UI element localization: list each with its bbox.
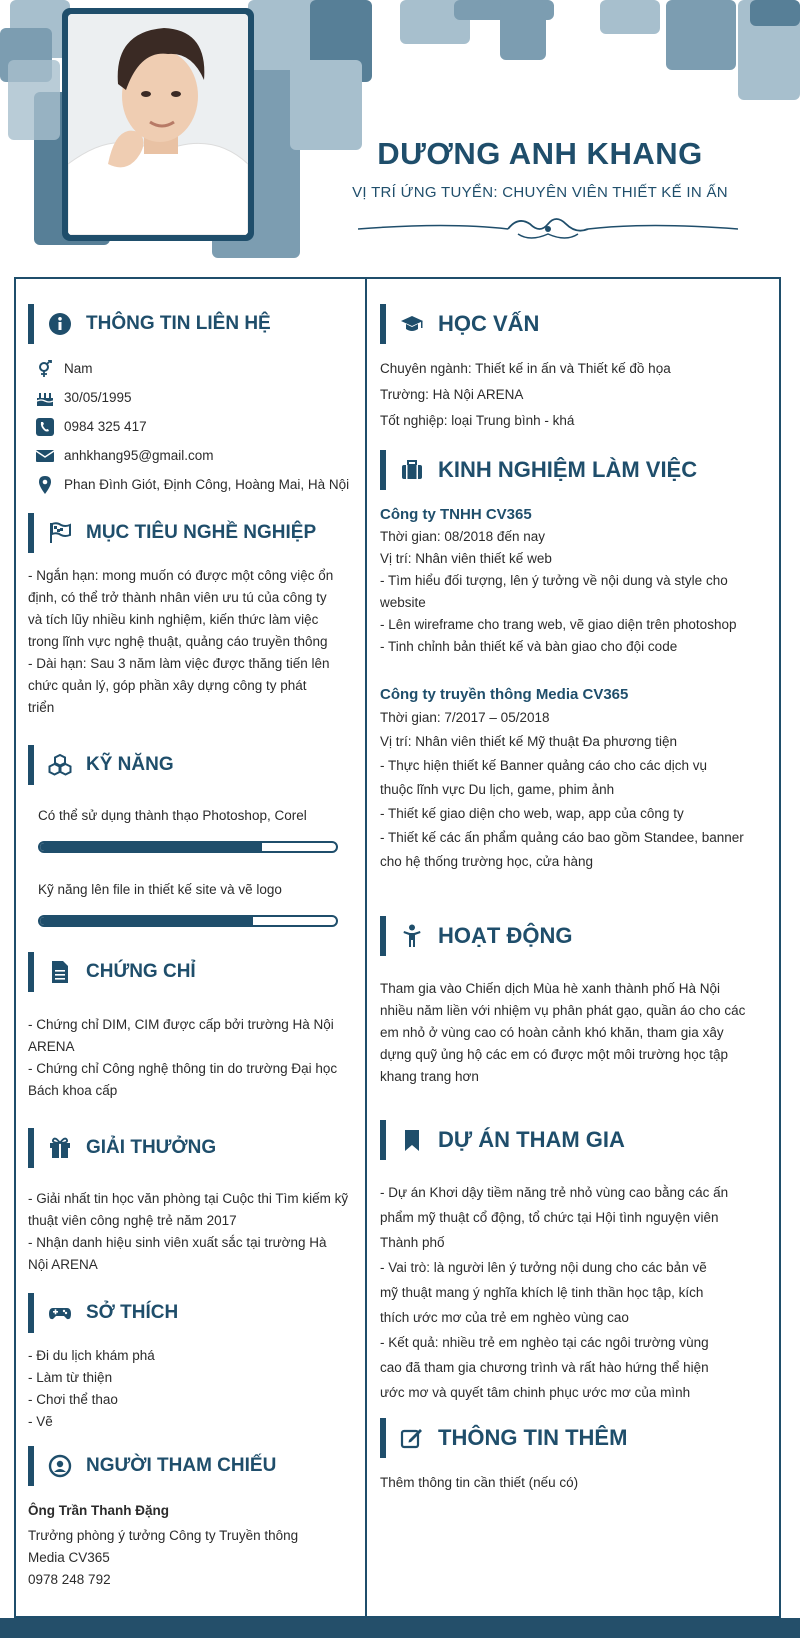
section-certificates <box>28 952 358 1102</box>
project-line: Thành phố <box>380 1235 445 1250</box>
job-line: - Thiết kế các ấn phẩm quảng cáo bao gồm Standee, banner <box>380 830 744 845</box>
project-line: thích ước mơ của trẻ em nghèo vùng cao <box>380 1310 629 1325</box>
briefcase-icon <box>400 458 424 482</box>
job-company: Công ty TNHH CV365 <box>380 506 532 523</box>
hobby-line: - Đi du lịch khám phá <box>28 1348 155 1363</box>
phone-icon <box>36 418 54 436</box>
section-title: SỞ THÍCH <box>86 1302 179 1323</box>
section-title: THÔNG TIN LIÊN HỆ <box>86 313 271 334</box>
project-line: cao đã tham gia chương trình và rất hào hứng thể hiện <box>380 1360 709 1375</box>
file-icon <box>48 960 72 984</box>
section-bar <box>28 1446 34 1486</box>
project-line: ước mơ và quyết tâm chinh phục ước mơ của mình <box>380 1385 691 1400</box>
section-title: KỸ NĂNG <box>86 754 174 775</box>
section-bar <box>380 450 386 490</box>
objective-line: - Dài hạn: Sau 3 năm làm việc được thăng tiến lên <box>28 656 330 671</box>
reference-line: Media CV365 <box>28 1550 110 1565</box>
bookmark-icon <box>400 1128 424 1152</box>
objective-line: định, có thể trở thành nhân viên ưu tú của công ty <box>28 590 327 605</box>
applied-position: VỊ TRÍ ỨNG TUYỂN: CHUYÊN VIÊN THIẾT KẾ IN ẤN <box>352 184 728 201</box>
reference-name: Ông Trần Thanh Đặng <box>28 1503 169 1518</box>
profile-photo-frame <box>62 8 254 241</box>
certificate-line: ARENA <box>28 1039 75 1054</box>
column-divider <box>365 277 367 1618</box>
job-line: Thời gian: 7/2017 – 05/2018 <box>380 710 550 725</box>
skill-progress-bar <box>38 841 338 853</box>
section-awards <box>28 1128 358 1276</box>
section-skills <box>28 745 358 927</box>
contact-address: Phan Đình Giót, Định Công, Hoàng Mai, Hà Nội <box>28 470 358 499</box>
skill-label: Có thể sử dụng thành thạo Photoshop, Corel <box>38 808 307 823</box>
job-line: thuộc lĩnh vực Du lịch, game, phim ảnh <box>380 782 615 797</box>
award-line: - Giải nhất tin học văn phòng tại Cuộc thi Tìm kiếm kỹ <box>28 1191 349 1206</box>
project-line: - Kết quả: nhiều trẻ em nghèo tại các ngôi trường vùng <box>380 1335 709 1350</box>
section-experience <box>380 450 770 874</box>
envelope-icon <box>36 447 54 465</box>
certificate-line: - Chứng chỉ DIM, CIM được cấp bởi trường Hà Nội <box>28 1017 334 1032</box>
activity-line: dựng quỹ ủng hộ các em có được một môi trường học tập <box>380 1047 728 1062</box>
section-projects <box>380 1120 770 1405</box>
job-line: - Lên wireframe cho trang web, vẽ giao diện trên photoshop <box>380 617 737 632</box>
education-line: Chuyên ngành: Thiết kế in ấn và Thiết kế đồ họa <box>380 361 671 376</box>
section-title: HỌC VẤN <box>438 311 540 336</box>
flag-icon <box>48 521 72 545</box>
section-title: THÔNG TIN THÊM <box>438 1425 628 1450</box>
project-line: - Dự án Khơi dậy tiềm năng trẻ nhỏ vùng cao bằng các ấn <box>380 1185 729 1200</box>
section-title: CHỨNG CHỈ <box>86 961 196 982</box>
job-entry <box>380 684 770 874</box>
additional-text: Thêm thông tin cần thiết (nếu có) <box>380 1475 579 1490</box>
footer-bar <box>0 1618 800 1638</box>
job-line: Thời gian: 08/2018 đến nay <box>380 529 545 544</box>
objective-line: - Ngắn hạn: mong muốn có được một công việc ổn <box>28 568 334 583</box>
award-line: thuật viên công nghệ trẻ năm 2017 <box>28 1213 237 1228</box>
section-title: KINH NGHIỆM LÀM VIỆC <box>438 457 698 482</box>
section-title: NGƯỜI THAM CHIẾU <box>86 1455 277 1476</box>
reference-line: Trưởng phòng ý tưởng Công ty Truyền thông <box>28 1528 299 1543</box>
project-line: mỹ thuật mang ý nghĩa khích lệ tinh thần học tập, kích <box>380 1285 704 1300</box>
skill-progress-bar <box>38 915 338 927</box>
project-line: - Vai trò: là người lên ý tưởng nội dung cho các bản vẽ <box>380 1260 707 1275</box>
job-line: Vị trí: Nhân viên thiết kế Mỹ thuật Đa phương tiện <box>380 734 678 749</box>
section-bar <box>28 952 34 992</box>
skill-label: Kỹ năng lên file in thiết kế site và vẽ logo <box>38 882 282 897</box>
job-line: - Tìm hiểu đối tượng, lên ý tưởng về nội dung và style cho <box>380 573 728 588</box>
skill-progress-fill <box>40 917 253 925</box>
gender-icon <box>36 360 54 378</box>
section-bar <box>28 304 34 344</box>
section-bar <box>380 1120 386 1160</box>
job-line: - Thiết kế giao diện cho web, wap, app của công ty <box>380 806 684 821</box>
section-contact <box>28 304 358 499</box>
contact-birthday: 30/05/1995 <box>28 383 358 412</box>
contact-gender: Nam <box>28 354 358 383</box>
section-title: DỰ ÁN THAM GIA <box>438 1127 625 1152</box>
user-circle-icon <box>48 1454 72 1478</box>
gift-icon <box>48 1136 72 1160</box>
section-bar <box>380 1418 386 1458</box>
section-objective <box>28 513 358 719</box>
job-line: cho hệ thống trường học, cửa hàng <box>380 854 594 869</box>
activity-line: khang trang hơn <box>380 1069 479 1084</box>
section-title: MỤC TIÊU NGHỀ NGHIỆP <box>86 522 317 543</box>
section-title: HOẠT ĐỘNG <box>438 923 573 948</box>
section-activities <box>380 916 770 1088</box>
job-line: - Tinh chỉnh bản thiết kế và bàn giao cho đội code <box>380 639 678 654</box>
job-company: Công ty truyền thông Media CV365 <box>380 686 629 703</box>
hobby-line: - Vẽ <box>28 1414 53 1429</box>
section-hobbies <box>28 1293 358 1433</box>
section-bar <box>380 304 386 344</box>
map-marker-icon <box>36 476 54 494</box>
profile-photo <box>68 14 248 235</box>
certificate-line: - Chứng chỉ Công nghệ thông tin do trường Đại học <box>28 1061 338 1076</box>
cubes-icon <box>48 753 72 777</box>
objective-line: triển <box>28 700 55 715</box>
section-bar <box>28 745 34 785</box>
candidate-name: DƯƠNG ANH KHANG <box>377 136 703 171</box>
activity-line: em nhỏ ở vùng cao có hoàn cảnh khó khăn, tham gia xây <box>380 1025 724 1040</box>
objective-line: chức quản lý, góp phần xây dựng công ty phát <box>28 678 307 693</box>
certificate-line: Bách khoa cấp <box>28 1083 118 1098</box>
person-icon <box>400 924 424 948</box>
project-line: phẩm mỹ thuật cổ động, tổ chức tại Hội tình nguyện viên <box>380 1210 719 1225</box>
section-title: GIẢI THƯỞNG <box>86 1137 217 1158</box>
reference-line: 0978 248 792 <box>28 1572 111 1587</box>
birthday-cake-icon <box>36 389 54 407</box>
contact-email[interactable]: anhkhang95@gmail.com <box>28 441 358 470</box>
award-line: - Nhận danh hiệu sinh viên xuất sắc tại trường Hà <box>28 1235 327 1250</box>
activity-line: nhiều năm liền với nhiệm vụ phân phát gạo, quần áo cho các <box>380 1003 746 1018</box>
ornament-divider <box>358 212 738 246</box>
edit-icon <box>400 1426 424 1450</box>
award-line: Nội ARENA <box>28 1257 98 1272</box>
activity-line: Tham gia vào Chiến dịch Mùa hè xanh thành phố Hà Nội <box>380 981 720 996</box>
gamepad-icon <box>48 1301 72 1325</box>
skill-progress-fill <box>40 843 262 851</box>
section-bar <box>380 916 386 956</box>
info-circle-icon <box>48 312 72 336</box>
section-additional-info <box>380 1418 770 1494</box>
job-line: website <box>380 595 426 610</box>
objective-line: trong lĩnh vực nghệ thuật, quảng cáo truyền thông <box>28 634 328 649</box>
job-line: Vị trí: Nhân viên thiết kế web <box>380 551 552 566</box>
graduation-cap-icon <box>400 312 424 336</box>
objective-line: và tích lũy nhiều kinh nghiệm, kiến thức làm việc <box>28 612 319 627</box>
section-bar <box>28 1293 34 1333</box>
job-entry <box>380 504 770 658</box>
hobby-line: - Làm từ thiện <box>28 1370 113 1385</box>
education-line: Trường: Hà Nội ARENA <box>380 387 524 402</box>
section-bar <box>28 513 34 553</box>
hobby-line: - Chơi thể thao <box>28 1392 118 1407</box>
section-education <box>380 304 770 434</box>
education-line: Tốt nghiệp: loại Trung bình - khá <box>380 413 575 428</box>
section-bar <box>28 1128 34 1168</box>
job-line: - Thực hiện thiết kế Banner quảng cáo cho các dịch vụ <box>380 758 707 773</box>
contact-phone: 0984 325 417 <box>28 412 358 441</box>
section-references <box>28 1446 358 1591</box>
